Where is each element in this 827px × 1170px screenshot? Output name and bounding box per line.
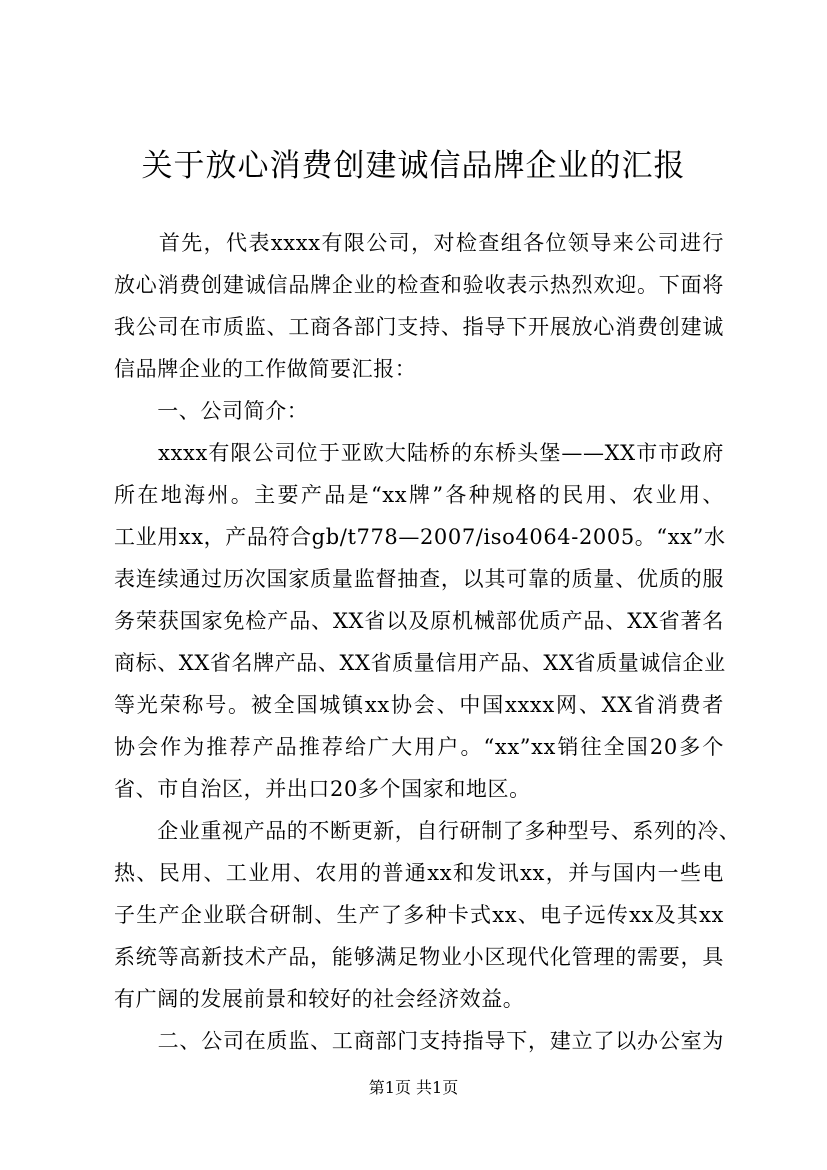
body-line: 省、市自治区，并出口20多个国家和地区。 bbox=[114, 777, 531, 801]
body-line: 有广阔的发展前景和较好的社会经济效益。 bbox=[114, 987, 525, 1011]
section-heading: 一、公司简介： bbox=[114, 399, 309, 423]
body-line: 系统等高新技术产品，能够满足物业小区现代化管理的需要，具 bbox=[114, 945, 724, 969]
body-line: 商标、XX省名牌产品、XX省质量信用产品、XX省质量诚信企业 bbox=[114, 651, 726, 675]
body-line: 热、民用、工业用、农用的普通xx和发讯xx，并与国内一些电 bbox=[114, 861, 724, 885]
body-line: 企业重视产品的不断更新，自行研制了多种型号、系列的冷、 bbox=[114, 819, 741, 843]
body-line: 首先，代表xxxx有限公司，对检查组各位领导来公司进行 bbox=[114, 231, 724, 255]
body-line: 我公司在市质监、工商各部门支持、指导下开展放心消费创建诚 bbox=[114, 315, 724, 339]
body-line: 子生产企业联合研制、生产了多种卡式xx、电子远传xx及其xx bbox=[114, 903, 724, 927]
body-line: 等光荣称号。被全国城镇xx协会、中国xxxx网、XX省消费者 bbox=[114, 693, 724, 717]
body-line: 协会作为推荐产品推荐给广大用户。“xx”xx销往全国20多个 bbox=[114, 735, 724, 759]
body-line: 务荣获国家免检产品、XX省以及原机械部优质产品、XX省著名 bbox=[114, 609, 724, 633]
body-line: 二、公司在质监、工商部门支持指导下，建立了以办公室为 bbox=[114, 1029, 724, 1053]
body-line: 信品牌企业的工作做简要汇报： bbox=[114, 357, 417, 381]
body-line: 放心消费创建诚信品牌企业的检查和验收表示热烈欢迎。下面将 bbox=[114, 273, 724, 297]
body-line: xxxx有限公司位于亚欧大陆桥的东桥头堡——XX市市政府 bbox=[114, 441, 724, 465]
body-line: 表连续通过历次国家质量监督抽查，以其可靠的质量、优质的服 bbox=[114, 567, 724, 591]
page-footer: 第1页 共1页 bbox=[368, 1078, 459, 1097]
body-line: 所在地海州。主要产品是“xx牌”各种规格的民用、农业用、 bbox=[114, 483, 724, 507]
body-line: 工业用xx，产品符合gb/t778—2007/iso4064-2005。“xx”水 bbox=[114, 525, 726, 549]
document-title: 关于放心消费创建诚信品牌企业的汇报 bbox=[141, 148, 686, 184]
